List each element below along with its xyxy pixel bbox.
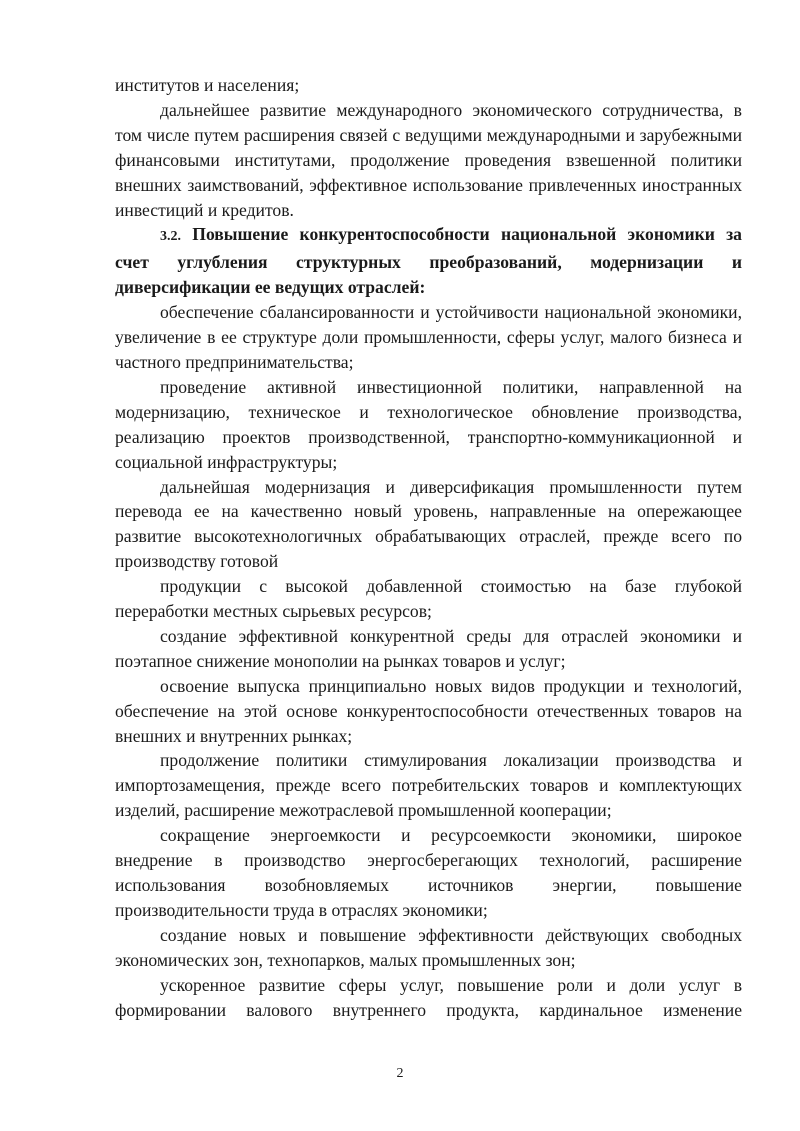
paragraph-continuation: институтов и населения; [115, 75, 300, 95]
section-heading [115, 222, 742, 300]
page-number: 2 [396, 1066, 404, 1081]
paragraph-item: продукции с высокой добавленной стоимостью на базе глубокой переработки местных сырьевых ресурсов; [115, 576, 742, 622]
paragraph-item: обеспечение сбалансированности и устойчивости национальной экономики, увеличение в ее структуре доли промышленности, сферы услуг, малого бизнеса и частного предпринимательства; [115, 302, 742, 372]
paragraph-item: создание новых и повышение эффективности действующих свободных экономических зон, технопарков, малых промышленных зон; [115, 924, 742, 970]
section-heading-text: Повышение конкурентоспособности национальной экономики за счет углубления структурных преобразований, модернизации и диверсификации ее ведущих отраслей: [115, 224, 742, 298]
document-page [115, 73, 742, 1022]
section-number: 3.2. [160, 229, 181, 245]
paragraph-item: продолжение политики стимулирования локализации производства и импортозамещения, прежде всего потребительских товаров и комплектующих изделий, расширение межотраслевой промышленной кооперации; [115, 750, 742, 821]
paragraph-item: ускоренное развитие сферы услуг, повышение роли и доли услуг в формировании валового внутреннего продукта, кардинальное изменение [115, 974, 742, 1020]
paragraph-item: проведение активной инвестиционной политики, направленной на модернизацию, техническое и технологическое обновление производства, реализацию проектов производственной, транспортно-коммуникационной и социальной инфраструктуры; [115, 376, 742, 472]
paragraph-item: создание эффективной конкурентной среды для отраслей экономики и поэтапное снижение монополии на рынках товаров и услуг; [115, 625, 742, 671]
paragraph-item: дальнейшая модернизация и диверсификация промышленности путем перевода ее на качественно новый уровень, направленные на опережающее развитие высокотехнологичных обрабатывающих отраслей, прежде всего по производству готовой [115, 476, 742, 572]
paragraph-item: сокращение энергоемкости и ресурсоемкости экономики, широкое внедрение в производство энергосберегающих технологий, расширение использования возобновляемых источников энергии, повышение производительности труда в отраслях экономики; [115, 825, 742, 920]
paragraph-item: дальнейшее развитие международного экономического сотрудничества, в том числе путем расширения связей с ведущими международными и зарубежными финансовыми институтами, продолжение проведения взвешенной политики внешних заимствований, эффективное использование привлеченных иностранных инвестиций и кредитов. [115, 99, 742, 220]
paragraph-item: освоение выпуска принципиально новых видов продукции и технологий, обеспечение на этой основе конкурентоспособности отечественных товаров на внешних и внутренних рынках; [115, 675, 742, 746]
